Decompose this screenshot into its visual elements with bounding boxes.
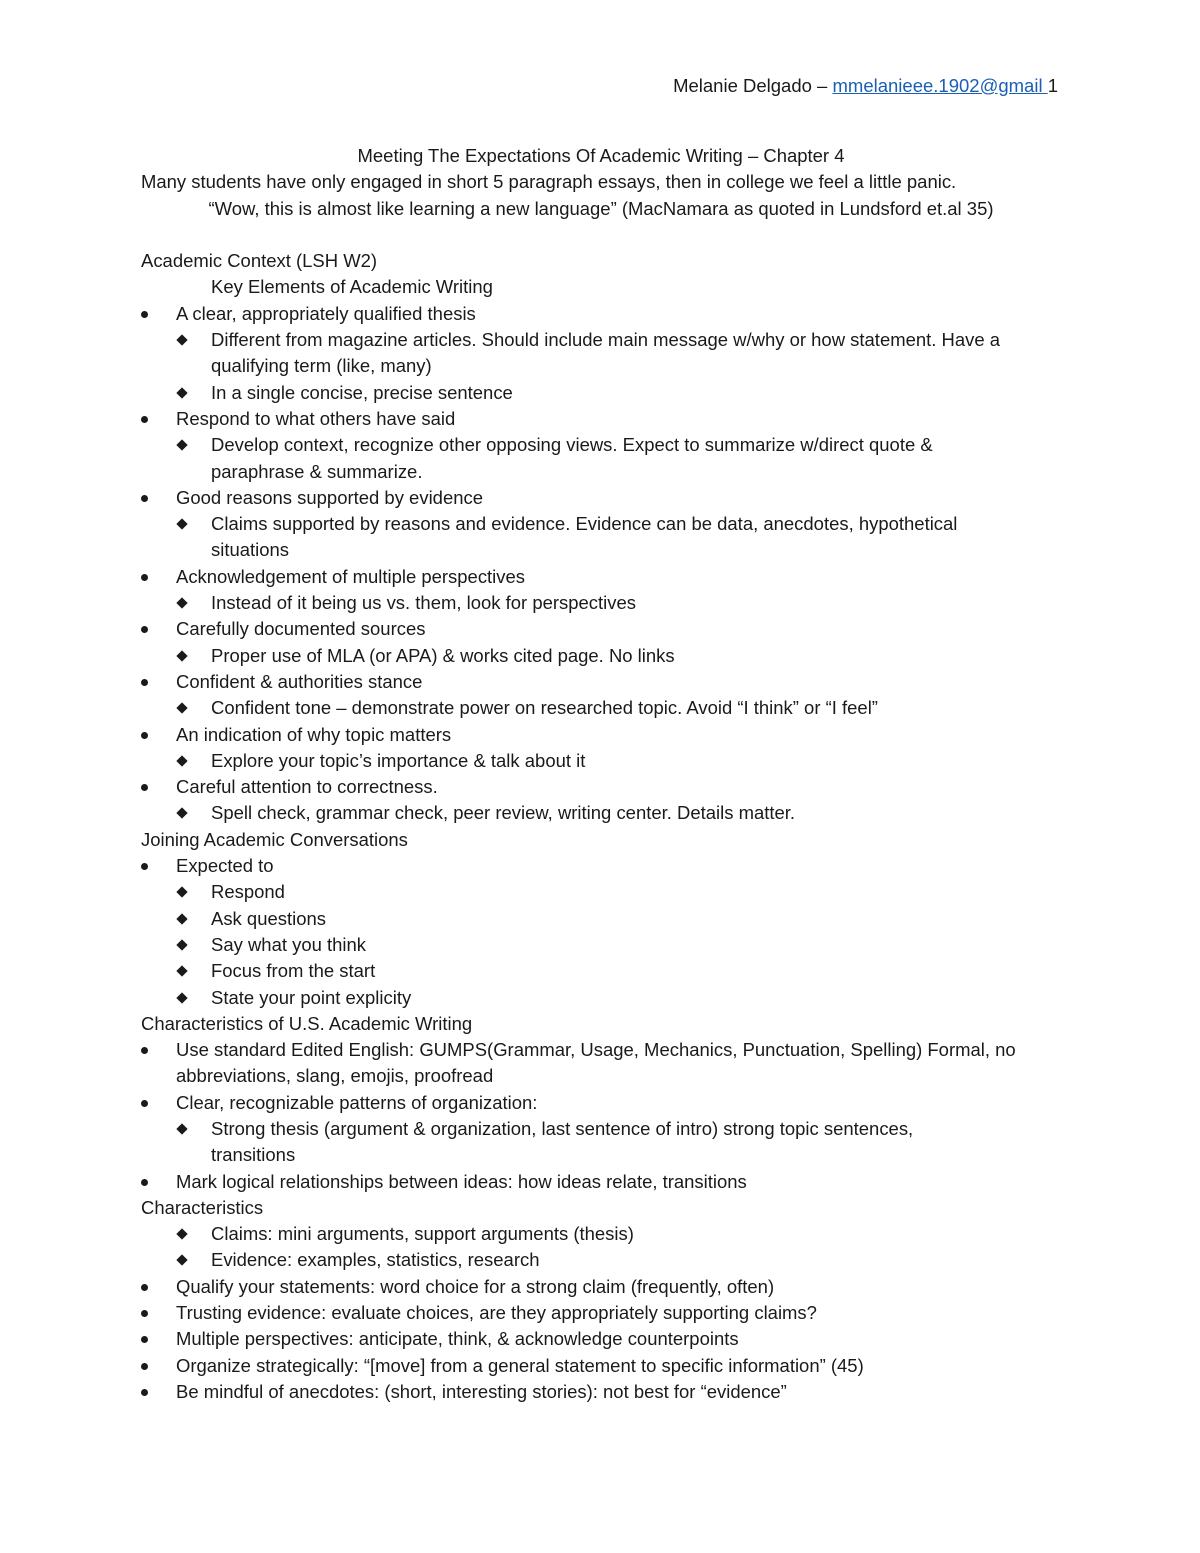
sub-bullet-item-text: Explore your topic’s importance & talk about it (211, 749, 586, 771)
diamond-bullet-icon (176, 808, 187, 819)
sub-bullet-item-text: Strong thesis (argument & organization, last sentence of intro) strong topic sentences, (211, 1117, 914, 1139)
bullet-item-text: Clear, recognizable patterns of organization: (176, 1091, 538, 1113)
sub-bullet-item-text: situations (211, 539, 290, 561)
sub-bullet-item-text: Claims: mini arguments, support arguments (thesis) (211, 1223, 634, 1245)
sub-bullet-item (141, 643, 1061, 669)
section-heading-text: Joining Academic Conversations (141, 828, 408, 850)
sub-bullet-item (141, 748, 1061, 774)
section-heading (141, 248, 1061, 274)
bullet-item-text: Confident & authorities stance (176, 670, 423, 692)
bullet-dot-icon (141, 626, 148, 633)
bullet-item (141, 1379, 1061, 1405)
bullet-dot-icon (141, 1310, 148, 1317)
diamond-bullet-icon (176, 650, 187, 661)
bullet-item (141, 406, 1061, 432)
bullet-item-text: Organize strategically: “[move] from a general statement to specific information” (45) (176, 1354, 864, 1376)
bullet-dot-icon (141, 1179, 148, 1186)
diamond-bullet-icon (176, 334, 187, 345)
sub-bullet-item-text: paraphrase & summarize. (211, 460, 423, 482)
bullet-item-text: An indication of why topic matters (176, 723, 452, 745)
sub-bullet-item (141, 879, 1061, 905)
blank-line (141, 222, 1061, 248)
bullet-item-text: abbreviations, slang, emojis, proofread (176, 1065, 494, 1087)
section-heading (141, 1011, 1061, 1037)
sub-bullet-item-text: State your point explicity (211, 986, 412, 1008)
diamond-bullet-icon (176, 1255, 187, 1266)
bullet-dot-icon (141, 679, 148, 686)
diamond-bullet-icon (176, 1123, 187, 1134)
sub-bullet-item (141, 985, 1061, 1011)
bullet-item (141, 301, 1061, 327)
bullet-item-text: Be mindful of anecdotes: (short, interesting stories): not best for “evidence” (176, 1380, 787, 1402)
sub-bullet-item-text: Proper use of MLA (or APA) & works cited page. No links (211, 644, 675, 666)
bullet-item (141, 564, 1061, 590)
diamond-bullet-icon (176, 703, 187, 714)
diamond-bullet-icon (176, 387, 187, 398)
bullet-item-text: Acknowledgement of multiple perspectives (176, 565, 526, 587)
sub-bullet-item (141, 1247, 1061, 1273)
bullet-item (141, 1169, 1061, 1195)
section-heading-text: Academic Context (LSH W2) (141, 250, 378, 272)
diamond-bullet-icon (176, 440, 187, 451)
section-heading-text: Characteristics of U.S. Academic Writing (141, 1012, 473, 1034)
bullet-item-text: Respond to what others have said (176, 407, 456, 429)
bullet-item (141, 1090, 1061, 1116)
sub-bullet-item-text: Different from magazine articles. Should include main message w/why or how statement. Have a (211, 329, 1001, 351)
subsection-heading (141, 274, 1061, 300)
bullet-dot-icon (141, 1336, 148, 1343)
bullet-item-text: Carefully documented sources (176, 618, 426, 640)
diamond-bullet-icon (176, 518, 187, 529)
diamond-bullet-icon (176, 887, 187, 898)
section-heading (141, 1195, 1061, 1221)
sub-bullet-item-text: Focus from the start (211, 960, 376, 982)
document-title: Meeting The Expectations Of Academic Writing – Chapter 4 (357, 145, 845, 166)
bullet-item-text: Qualify your statements: word choice for a strong claim (frequently, often) (176, 1275, 775, 1297)
bullet-dot-icon (141, 311, 148, 318)
bullet-item (141, 1353, 1061, 1379)
diamond-bullet-icon (176, 966, 187, 977)
sub-bullet-item (141, 327, 1061, 353)
bullet-item (141, 774, 1061, 800)
bullet-dot-icon (141, 732, 148, 739)
page-number: 1 (1047, 75, 1058, 96)
sub-bullet-item-text: Instead of it being us vs. them, look for perspectives (211, 592, 636, 614)
sub-bullet-item (141, 958, 1061, 984)
bullet-dot-icon (141, 784, 148, 791)
sub-bullet-item-text: Claims supported by reasons and evidence. Evidence can be data, anecdotes, hypothetical (211, 513, 958, 535)
bullet-dot-icon (141, 1284, 148, 1291)
page-header (673, 74, 1058, 98)
sub-bullet-item (141, 511, 1061, 537)
diamond-bullet-icon (176, 1229, 187, 1240)
diamond-bullet-icon (176, 755, 187, 766)
sub-bullet-item (141, 432, 1061, 458)
bullet-dot-icon (141, 1363, 148, 1370)
notes-list (141, 248, 1061, 1405)
diamond-bullet-icon (176, 992, 187, 1003)
diamond-bullet-icon (176, 913, 187, 924)
sub-bullet-item-text: Ask questions (211, 907, 326, 929)
intro-text: Many students have only engaged in short 5 paragraph essays, then in college we feel a little panic. (141, 171, 957, 193)
bullet-item-text: Multiple perspectives: anticipate, think, & acknowledge counterpoints (176, 1328, 739, 1350)
bullet-dot-icon (141, 495, 148, 502)
subsection-heading-text: Key Elements of Academic Writing (211, 276, 493, 298)
section-heading-text: Characteristics (141, 1196, 264, 1218)
bullet-dot-icon (141, 574, 148, 581)
sub-bullet-item (141, 380, 1061, 406)
sub-bullet-item (141, 800, 1061, 826)
email-link[interactable]: mmelanieee.1902@gmail (832, 75, 1048, 96)
diamond-bullet-icon (176, 597, 187, 608)
sub-bullet-item-text: Confident tone – demonstrate power on researched topic. Avoid “I think” or “I feel” (211, 697, 878, 719)
bullet-item-text: Mark logical relationships between ideas: how ideas relate, transitions (176, 1170, 747, 1192)
sub-bullet-item-continuation (141, 459, 1061, 485)
bullet-dot-icon (141, 1389, 148, 1396)
bullet-item-continuation (141, 1063, 1061, 1089)
bullet-item-text: Good reasons supported by evidence (176, 486, 483, 508)
sub-bullet-item-text: Spell check, grammar check, peer review, writing center. Details matter. (211, 802, 796, 824)
sub-bullet-item-continuation (141, 537, 1061, 563)
author-name: Melanie Delgado – (673, 75, 833, 96)
sub-bullet-item-text: Say what you think (211, 933, 367, 955)
sub-bullet-item-text: In a single concise, precise sentence (211, 381, 513, 403)
sub-bullet-item (141, 590, 1061, 616)
bullet-item (141, 1037, 1061, 1063)
bullet-item-text: A clear, appropriately qualified thesis (176, 302, 476, 324)
bullet-item (141, 1326, 1061, 1352)
bullet-item-text: Use standard Edited English: GUMPS(Grammar, Usage, Mechanics, Punctuation, Spelling) Formal, no (176, 1039, 1016, 1061)
document-body (141, 143, 1061, 1405)
sub-bullet-item (141, 932, 1061, 958)
sub-bullet-item-text: transitions (211, 1144, 296, 1166)
sub-bullet-item-continuation (141, 353, 1061, 379)
section-heading (141, 827, 1061, 853)
bullet-dot-icon (141, 863, 148, 870)
bullet-item (141, 1274, 1061, 1300)
bullet-dot-icon (141, 1100, 148, 1107)
sub-bullet-item-text: Respond (211, 881, 285, 903)
sub-bullet-item-continuation (141, 1142, 1061, 1168)
bullet-item (141, 616, 1061, 642)
sub-bullet-item (141, 695, 1061, 721)
sub-bullet-item-text: qualifying term (like, many) (211, 355, 432, 377)
bullet-item (141, 485, 1061, 511)
sub-bullet-item (141, 1116, 1061, 1142)
sub-bullet-item (141, 1221, 1061, 1247)
intro-quote: “Wow, this is almost like learning a new language” (MacNamara as quoted in Lundsford et.al 35) (208, 197, 994, 219)
bullet-dot-icon (141, 416, 148, 423)
sub-bullet-item-text: Develop context, recognize other opposing views. Expect to summarize w/direct quote & (211, 434, 933, 456)
diamond-bullet-icon (176, 939, 187, 950)
bullet-item (141, 669, 1061, 695)
bullet-dot-icon (141, 1047, 148, 1054)
bullet-item (141, 1300, 1061, 1326)
sub-bullet-item (141, 906, 1061, 932)
bullet-item-text: Careful attention to correctness. (176, 776, 438, 798)
bullet-item-text: Expected to (176, 855, 274, 877)
bullet-item (141, 853, 1061, 879)
bullet-item (141, 722, 1061, 748)
sub-bullet-item-text: Evidence: examples, statistics, research (211, 1249, 540, 1271)
bullet-item-text: Trusting evidence: evaluate choices, are they appropriately supporting claims? (176, 1302, 817, 1324)
